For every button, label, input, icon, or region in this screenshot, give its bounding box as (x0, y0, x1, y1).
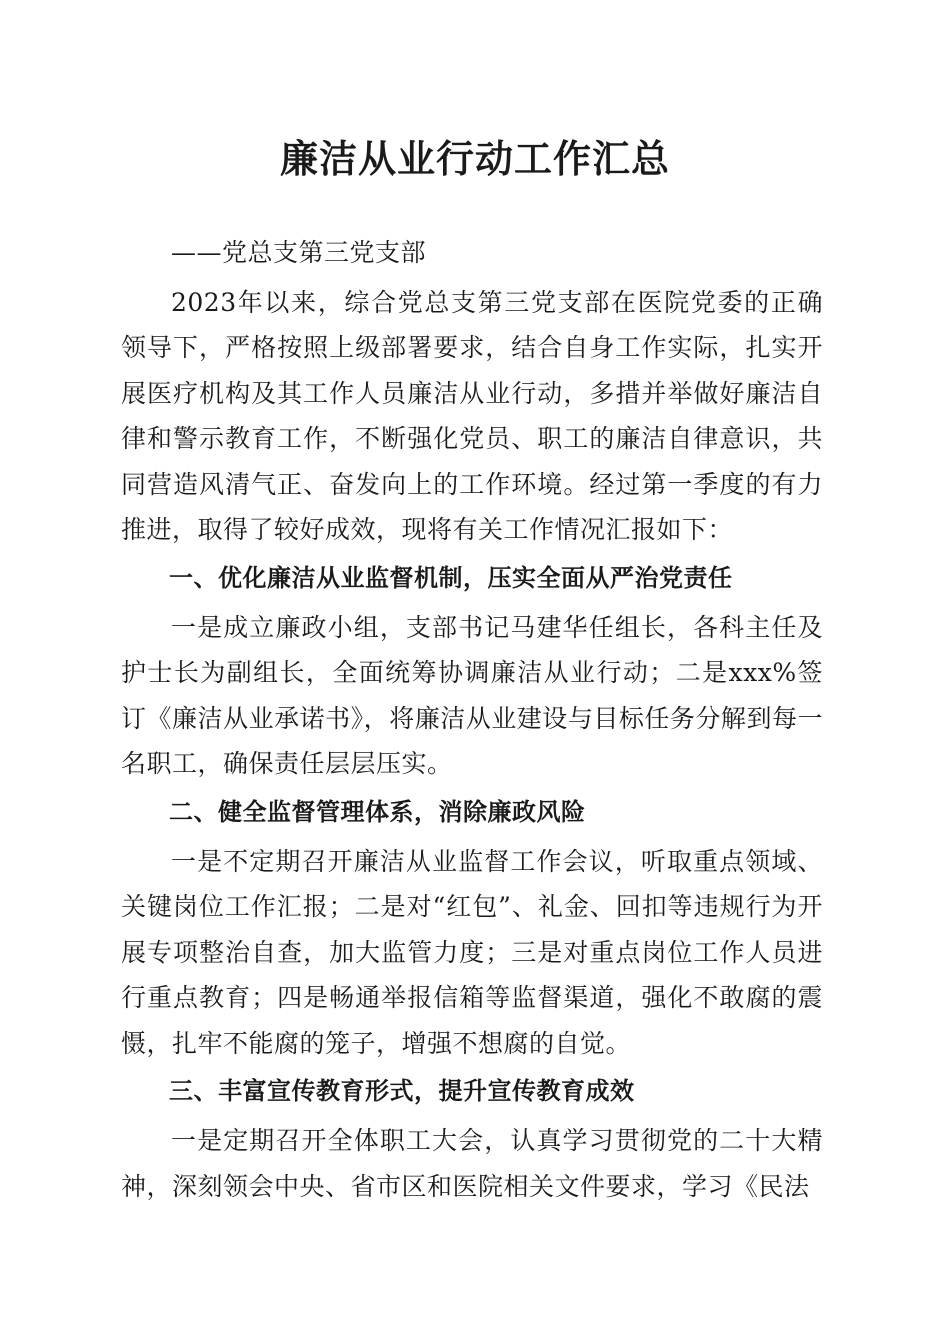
intro-paragraph: 2023年以来，综合党总支第三党支部在医院党委的正确领导下，严格按照上级部署要求，结合自身工作实际，扎实开展医疗机构及其工作人员廉洁从业行动，多措并举做好廉洁自律和警示教育工作，不断强化党员、职工的廉洁自律意识，共同营造风清气正、奋发向上的工作环境。经过第一季度的有力推进，取得了较好成效，现将有关工作情况汇报如下： (121, 287, 823, 544)
document-body (121, 230, 823, 1209)
section-2 (121, 789, 823, 1067)
document-title: 廉洁从业行动工作汇总 (279, 136, 670, 181)
document-subtitle: ——党总支第三党支部 (171, 238, 427, 267)
section-body: 一是定期召开全体职工大会，认真学习贯彻党的二十大精神，深刻领会中央、省市区和医院相关文件要求，学习《民法 (121, 1126, 823, 1201)
section-3 (121, 1068, 823, 1209)
section-heading: 一、优化廉洁从业监督机制，压实全面从严治党责任 (169, 563, 733, 592)
section-1 (121, 555, 823, 787)
section-heading: 三、丰富宣传教育形式，提升宣传教育成效 (169, 1077, 635, 1105)
section-body: 一是成立廉政小组，支部书记马建华任组长，各科主任及护士长为副组长，全面统筹协调廉洁从业行动；二是xxx%签订《廉洁从业承诺书》，将廉洁从业建设与目标任务分解到每一名职工，确保责任层层压实。 (121, 612, 823, 778)
section-heading: 二、健全监督管理体系，消除廉政风险 (169, 797, 586, 826)
section-body: 一是不定期召开廉洁从业监督工作会议，听取重点领域、关键岗位工作汇报；二是对“红包”、礼金、回扣等违规行为开展专项整治自查，加大监管力度；三是对重点岗位工作人员进行重点教育；四是畅通举报信箱等监督渠道，强化不敢腐的震慑，扎牢不能腐的笼子，增强不想腐的自觉。 (121, 846, 823, 1058)
